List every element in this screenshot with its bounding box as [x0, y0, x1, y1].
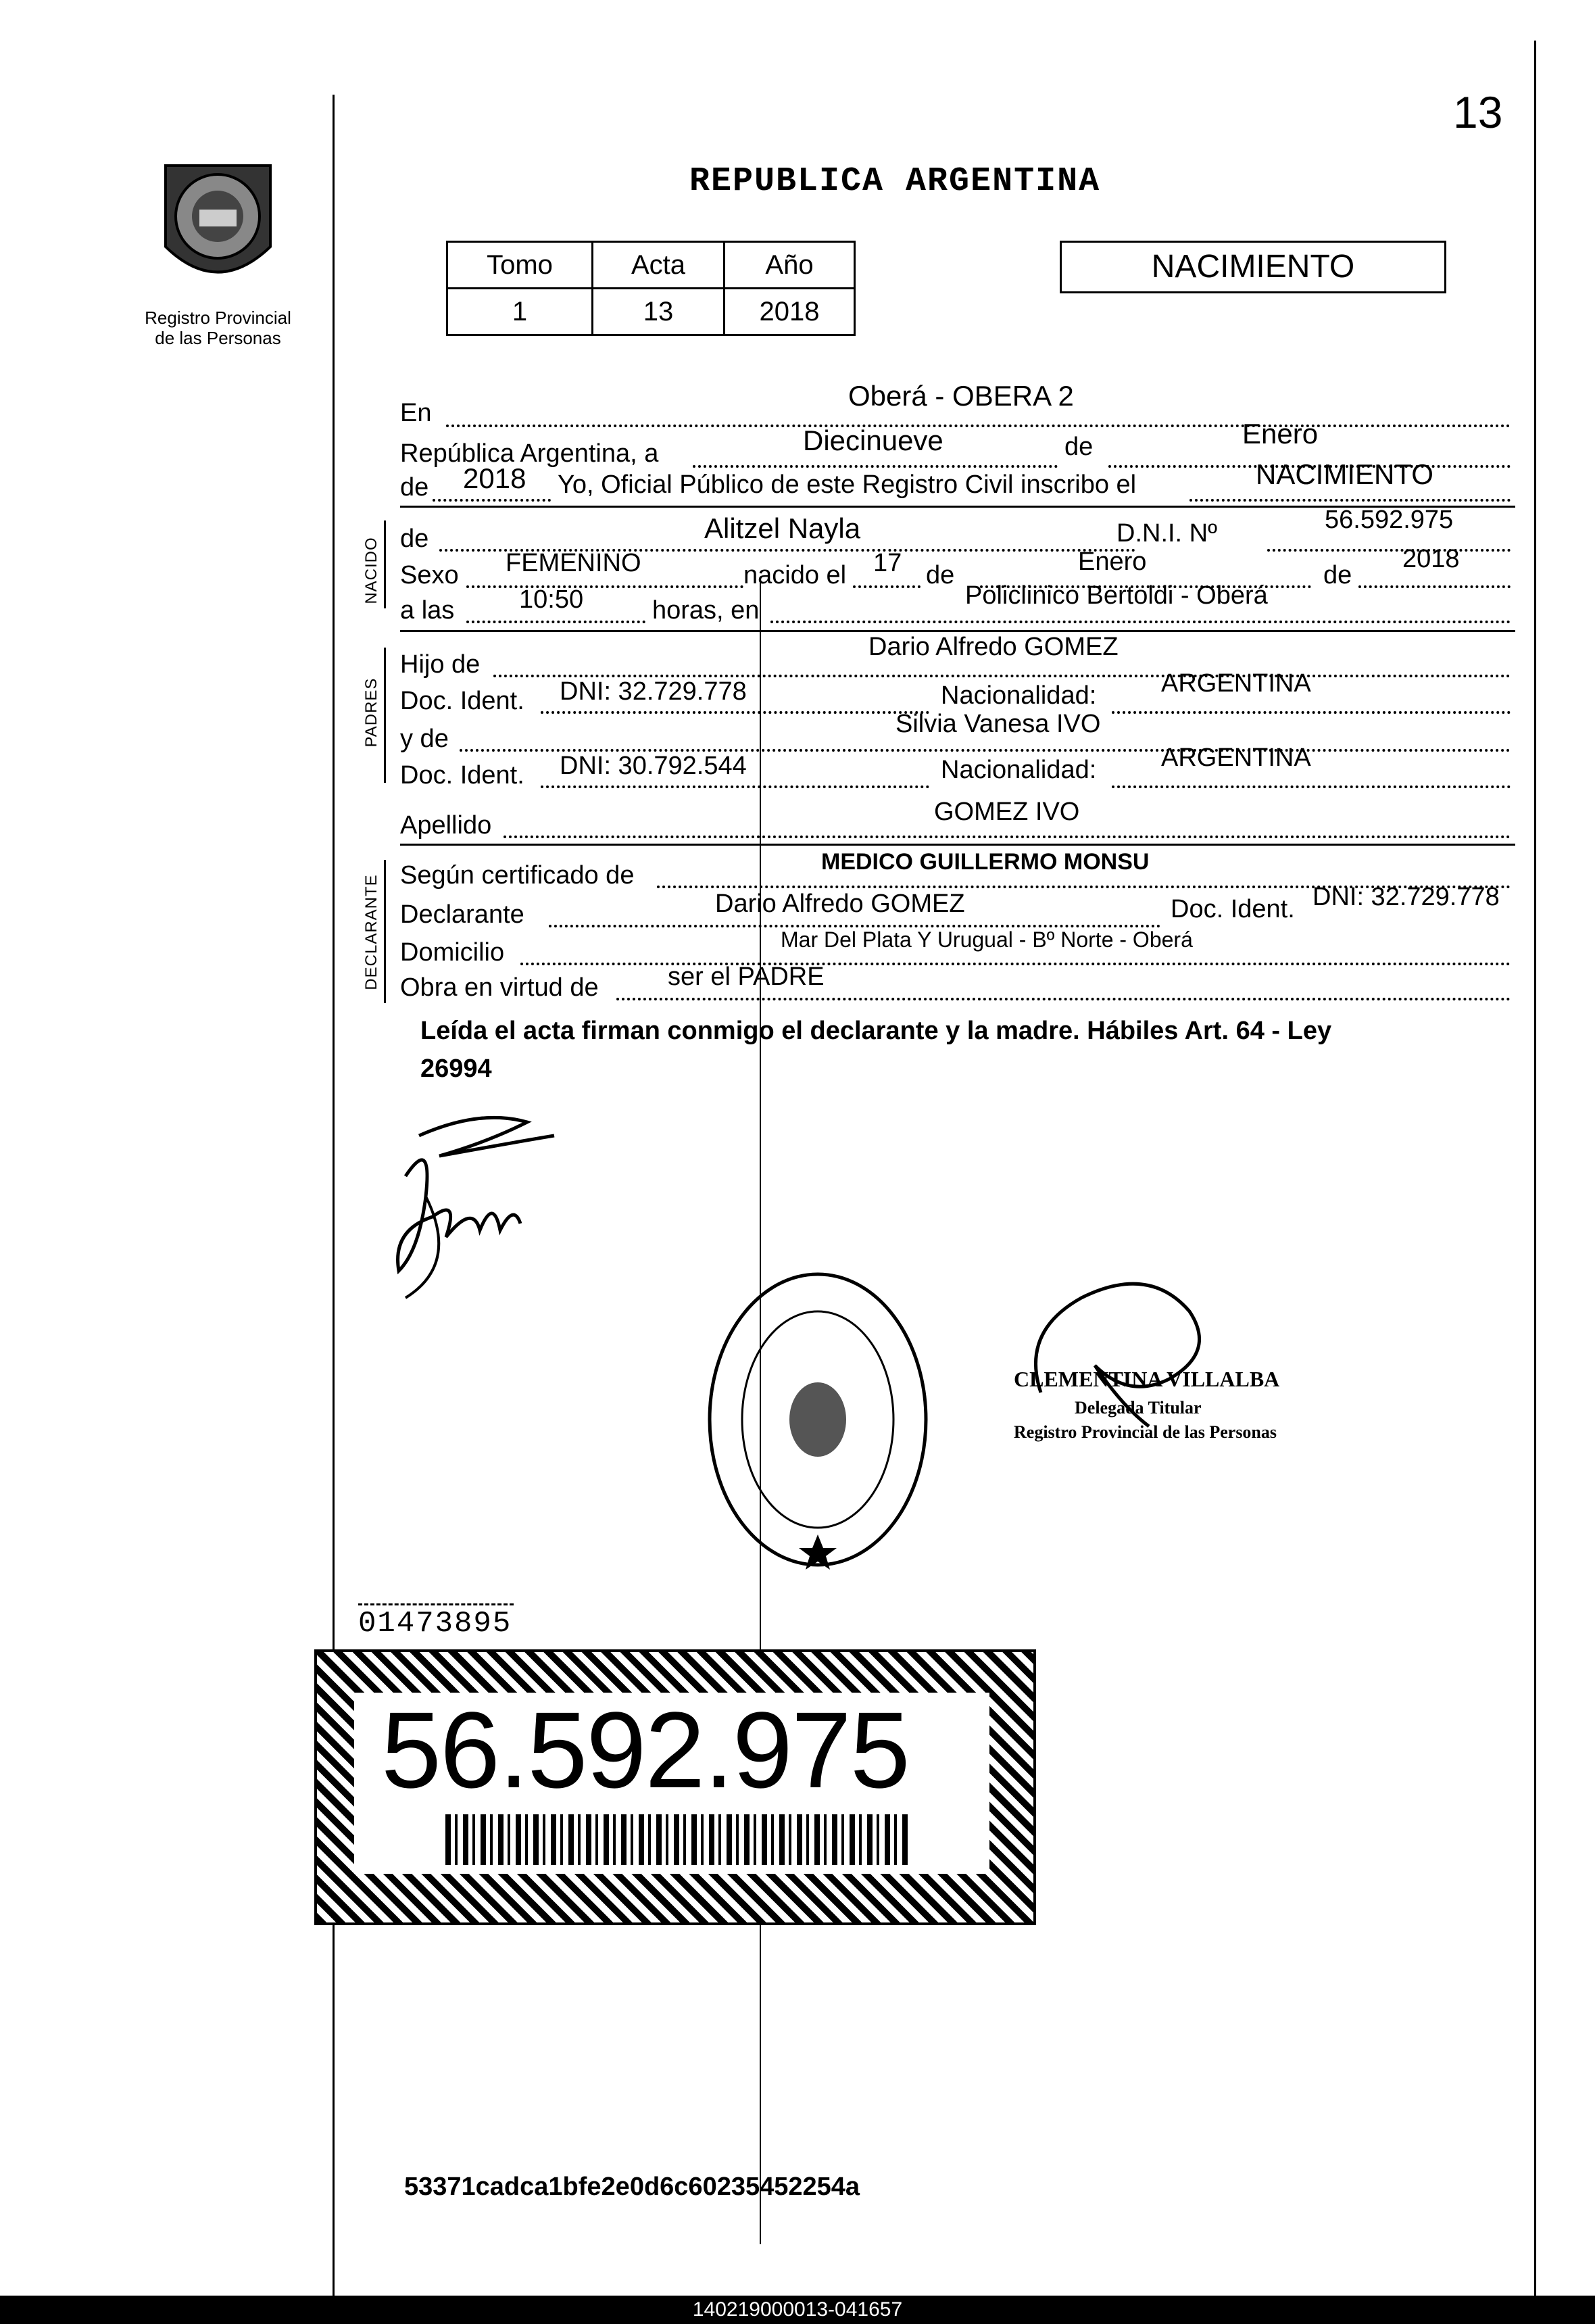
dni-label-sticker: [314, 1649, 1036, 1925]
certificate-issuer: MEDICO GUILLERMO MONSU: [821, 849, 1150, 875]
birth-time: 10:50: [519, 585, 584, 614]
surname: GOMEZ IVO: [934, 798, 1080, 826]
declarant-doc-label: Doc. Ident.: [1171, 895, 1295, 923]
sexo-label: Sexo: [400, 561, 459, 589]
birth-day: 17: [873, 549, 902, 577]
de-label-1: de: [1064, 433, 1094, 461]
birth-place-registry: Oberá - OBERA 2: [848, 380, 1074, 412]
register-table: [446, 241, 856, 336]
separator-2: [400, 630, 1515, 632]
barcode: [445, 1814, 912, 1865]
acta-value: 13: [593, 289, 725, 335]
y-de-label: y de: [400, 725, 449, 753]
registration-day: Diecinueve: [803, 425, 943, 456]
father-dni: DNI: 32.729.778: [560, 677, 747, 706]
small-serial-text: 01473895: [358, 1607, 512, 1641]
page-number: 13: [1453, 87, 1503, 137]
acting-as: ser el PADRE: [668, 963, 825, 991]
father-nat-label: Nacionalidad:: [941, 681, 1097, 710]
address: Mar Del Plata Y Urugual - Bº Norte - Oberá: [781, 927, 1193, 952]
col-ano: Año: [725, 242, 855, 289]
nacido-section-label: NACIDO: [362, 537, 381, 604]
declarante-section-bar: [384, 860, 386, 1003]
registration-month: Enero: [1242, 418, 1319, 450]
mother-dni: DNI: 30.792.544: [560, 752, 747, 780]
document-title: REPUBLICA ARGENTINA: [689, 162, 1101, 201]
closing-line-1: Leída el acta firman conmigo el declarante y la madre. Hábiles Art. 64 - Ley: [420, 1017, 1332, 1045]
province-logo: [152, 152, 284, 297]
declarante-section-label: DECLARANTE: [362, 874, 381, 990]
official-org: Registro Provincial de las Personas: [1014, 1422, 1277, 1442]
logo-caption-line2: de las Personas: [155, 328, 281, 348]
sticker-inner: [354, 1689, 989, 1874]
logo-caption-line1: Registro Provincial: [145, 308, 291, 328]
de-label-2: de: [400, 473, 429, 502]
sticker-number: 56.592.975: [381, 1689, 909, 1810]
certificado-label: Según certificado de: [400, 861, 635, 890]
mother-doc-label: Doc. Ident.: [400, 761, 524, 790]
official-role: Delegada Titular: [1075, 1398, 1202, 1418]
declarant-name: Dario Alfredo GOMEZ: [715, 890, 965, 918]
hijo-de-label: Hijo de: [400, 650, 481, 679]
mother-nationality: ARGENTINA: [1161, 744, 1311, 772]
child-sex: FEMENINO: [506, 549, 641, 577]
officer-text: Yo, Oficial Público de este Registro Civil inscribo el: [558, 470, 1137, 499]
tomo-value: 1: [447, 289, 593, 335]
declarante-label: Declarante: [400, 900, 524, 929]
nacido-section-bar: [384, 521, 386, 608]
record-type: NACIMIENTO: [1151, 249, 1355, 285]
dni-label: D.N.I. Nº: [1116, 519, 1217, 548]
separator-3: [400, 844, 1515, 846]
birth-place: Policlinico Bertoldi - Oberá: [965, 581, 1268, 610]
en-label: En: [400, 399, 432, 427]
nacido-el-label: nacido el: [743, 561, 847, 589]
padres-section-bar: [384, 648, 386, 783]
obra-label: Obra en virtud de: [400, 973, 599, 1002]
closing-line-2: 26994: [420, 1055, 492, 1083]
padres-section-label: PADRES: [362, 677, 381, 748]
col-acta: Acta: [593, 242, 725, 289]
apellido-label: Apellido: [400, 811, 492, 840]
republic-label: República Argentina, a: [400, 439, 659, 468]
ano-value: 2018: [725, 289, 855, 335]
domicilio-label: Domicilio: [400, 938, 505, 967]
a-las-label: a las: [400, 596, 455, 625]
left-margin-line: [333, 95, 335, 2298]
birth-month: Enero: [1078, 548, 1147, 576]
father-name: Dario Alfredo GOMEZ: [868, 633, 1119, 661]
footer-code: 140219000013-041657: [692, 2298, 903, 2321]
declarant-signature: [378, 1095, 581, 1311]
document-hash: 53371cadca1bfe2e0d6c60235452254a: [404, 2173, 860, 2201]
child-name: Alitzel Nayla: [704, 512, 861, 544]
birth-de-label-2: de: [1323, 561, 1352, 589]
right-margin-line: [1534, 41, 1536, 2298]
registration-year: 2018: [463, 462, 526, 494]
record-type-box: [1060, 241, 1446, 293]
birth-de-label: de: [926, 561, 955, 589]
small-serial-number: [358, 1603, 514, 1641]
declarant-dni: DNI: 32.729.778: [1312, 883, 1500, 911]
official-seal: [703, 1264, 933, 1575]
nacido-de-label: de: [400, 525, 429, 553]
mother-name: Silvia Vanesa IVO: [895, 710, 1101, 738]
logo-caption: [128, 308, 308, 348]
footer-bar: [0, 2296, 1595, 2324]
horas-label: horas, en: [652, 596, 760, 625]
birth-year: 2018: [1402, 545, 1460, 573]
registered-type: NACIMIENTO: [1256, 458, 1433, 490]
col-tomo: Tomo: [447, 242, 593, 289]
official-name: CLEMENTINA VILLALBA: [1014, 1367, 1280, 1391]
father-doc-label: Doc. Ident.: [400, 687, 524, 715]
mother-nat-label: Nacionalidad:: [941, 756, 1097, 784]
child-dni: 56.592.975: [1325, 506, 1454, 534]
father-nationality: ARGENTINA: [1161, 669, 1311, 698]
